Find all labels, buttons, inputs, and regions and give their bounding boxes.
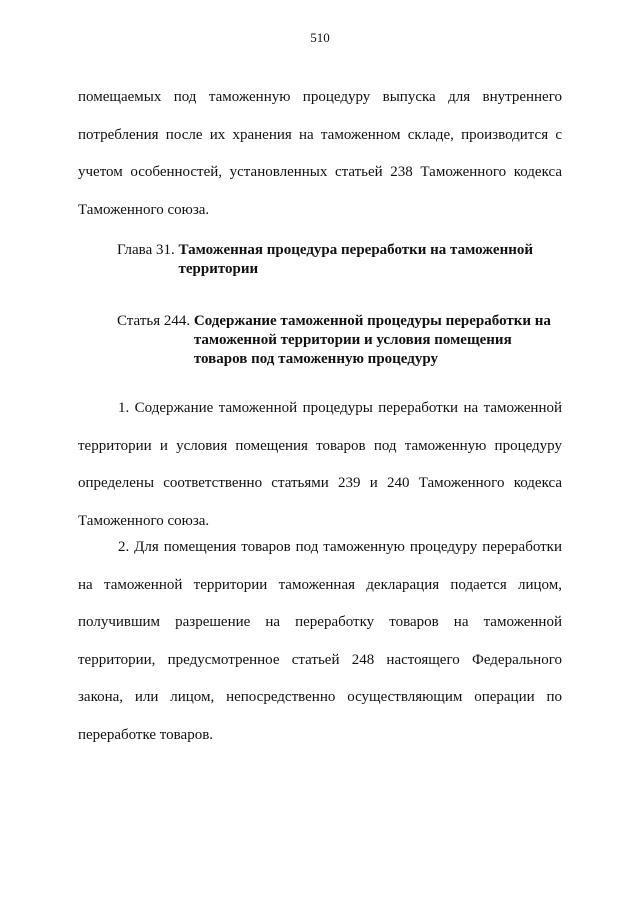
chapter-heading xyxy=(117,241,562,279)
chapter-title: Таможенная процедура переработки на таможенной территории xyxy=(178,242,534,277)
article-number: Статья 244. xyxy=(117,313,191,329)
chapter-number: Глава 31. xyxy=(117,242,175,258)
article-paragraph-1: 1. Содержание таможенной процедуры переработки на таможенной территории и условия помещения товаров под таможенную процедуру определены соответственно статьями 239 и 240 Таможенного кодекса Таможенного союза. xyxy=(78,400,562,529)
article-title: Содержание таможенной процедуры переработки на таможенной территории и условия помещения товаров под таможенную процедуру xyxy=(193,313,551,367)
article-paragraph-2: 2. Для помещения товаров под таможенную процедуру переработки на таможенной территории таможенная декларация подается лицом, получившим разрешение на переработку товаров на таможенной территории, предусмотренное статьей 248 настоящего Федерального закона, или лицом, непосредственно осуществляющим операции по переработке товаров. xyxy=(78,539,562,743)
intro-paragraph: помещаемых под таможенную процедуру выпуска для внутреннего потребления после их хранения на таможенном складе, производится с учетом особенностей, установленных статьей 238 Таможенного кодекса Таможенного союза. xyxy=(78,89,562,218)
article-heading xyxy=(117,312,562,369)
page-number: 510 xyxy=(310,30,330,45)
